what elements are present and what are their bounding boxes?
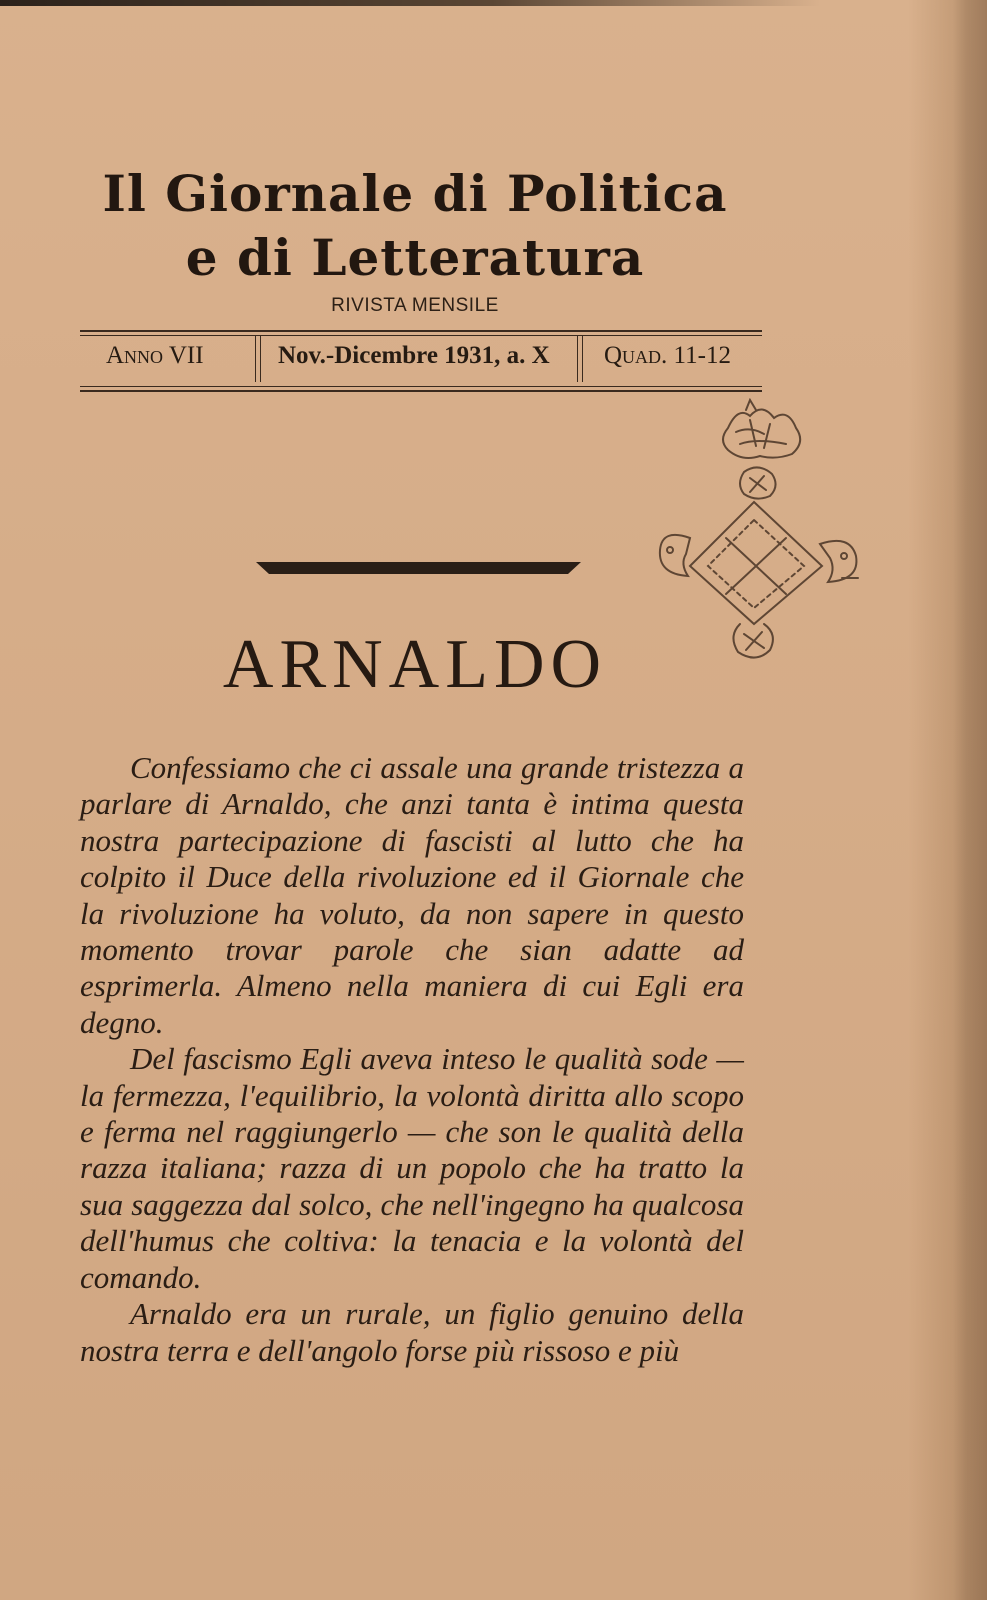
journal-masthead	[80, 162, 750, 290]
journal-subtitle: RIVISTA MENSILE	[331, 295, 499, 316]
issue-separator	[255, 336, 261, 382]
article-paragraph: Del fascismo Egli aveva inteso le qualità sode — la fermezza, l'equilibrio, la volontà diritta allo scopo e ferma nel raggiungerlo — che son le qualità della razza italiana; razza di un popolo che ha tratto la sua saggezza dal solco, che nell'ingegno ha qualcosa dell'humus che coltiva: la tenacia e la volontà del comando.	[80, 1041, 744, 1295]
article-title: ARNALDO	[222, 626, 608, 703]
issue-year: Anno VII	[106, 342, 204, 369]
page-right-edge	[953, 0, 987, 1600]
article-paragraph: Confessiamo che ci assale una grande tristezza a parlare di Arnaldo, che anzi tanta è intima questa nostra partecipazione di fascisti al lutto che ha colpito il Duce della rivoluzione ed il Giornale che la rivoluzione ha voluto, da non sapere in questo momento trovar parole che sian adatte ad esprimerla. Almeno nella maniera di cui Egli era degno.	[80, 750, 744, 1040]
article-body	[80, 750, 744, 1369]
decorative-rule	[256, 562, 581, 574]
masthead-line-1: Il Giornale di Politica	[102, 164, 728, 223]
page-top-edge	[0, 0, 820, 6]
issue-number: Quad. 11-12	[604, 342, 731, 369]
masthead-line-2: e di Letteratura	[185, 228, 645, 287]
issue-date: Nov.-Dicembre 1931, a. X	[278, 342, 550, 369]
issue-info-bar	[80, 330, 762, 392]
issue-separator	[577, 336, 583, 382]
article-paragraph: Arnaldo era un rurale, un figlio genuino della nostra terra e dell'angolo forse più rissoso e più	[80, 1296, 744, 1368]
